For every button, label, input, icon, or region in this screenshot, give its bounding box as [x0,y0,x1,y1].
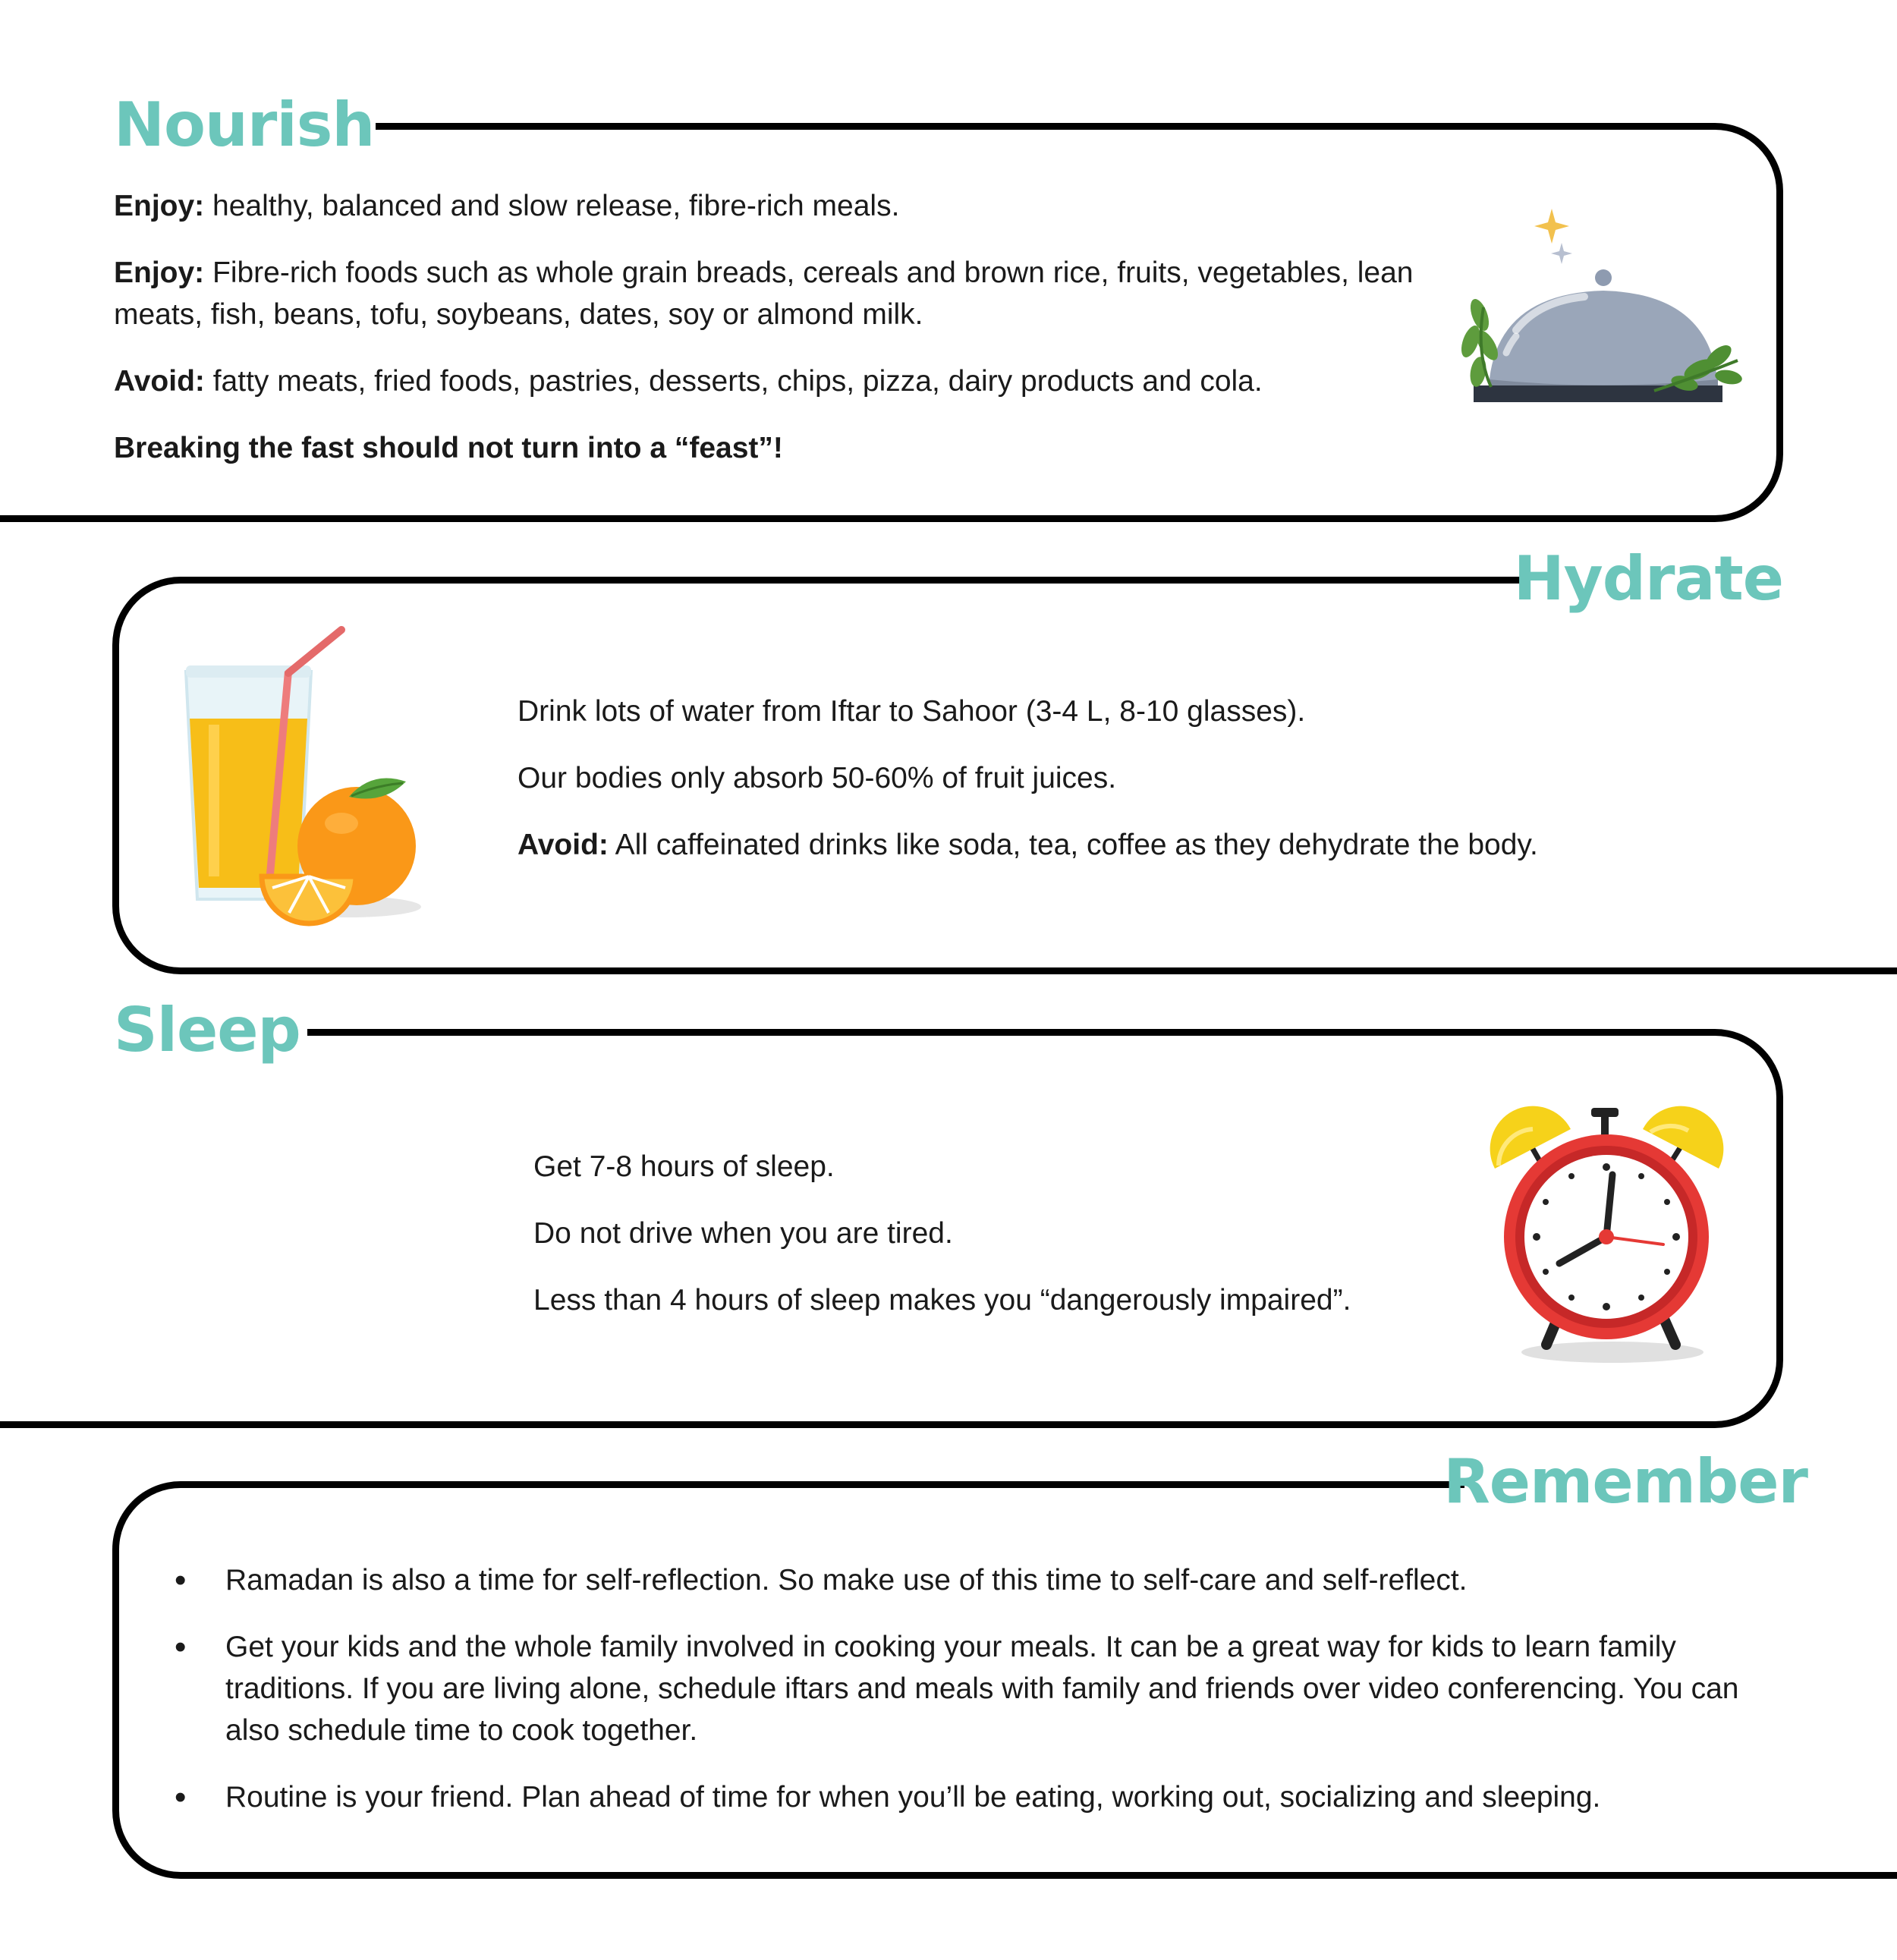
nourish-heading: Nourish [114,90,375,160]
remember-item: • Routine is your friend. Plan ahead of time for when you’ll be eating, working out, socializing and sleeping. [114,1776,1760,1818]
remember-list [114,1559,1760,1843]
nourish-item: Enjoy: healthy, balanced and slow release, fibre-rich meals. [114,190,900,222]
sleep-item: Do not drive when you are tired. [533,1217,953,1250]
hydrate-content [518,691,1807,891]
nourish-item: Avoid: fatty meats, fried foods, pastries, desserts, chips, pizza, dairy products and cola. [114,365,1263,398]
sleep-item: Get 7-8 hours of sleep. [533,1150,835,1183]
nourish-content [114,185,1480,494]
sleep-item: Less than 4 hours of sleep makes you “dangerously impaired”. [533,1284,1351,1317]
nourish-item: Enjoy: Fibre-rich foods such as whole grain breads, cereals and brown rice, fruits, vegetables, lean meats, fish, beans, tofu, soybeans, dates, soy or almond milk. [114,256,1414,331]
sleep-heading: Sleep [114,995,300,1065]
serving-cloche-icon [1457,201,1745,414]
alarm-clock-icon [1487,1093,1730,1366]
nourish-emphasis: Breaking the fast should not turn into a “feast”! [114,432,783,464]
remember-item: • Get your kids and the whole family involved in cooking your meals. It can be a great way for kids to learn family traditions. If you are living alone, schedule iftars and meals with family and friends over video conferencing. You can also schedule time to cook together. [114,1626,1760,1751]
remember-heading: Remember [1443,1446,1807,1517]
hydrate-item: Our bodies only absorb 50-60% of fruit juices. [518,762,1117,794]
hydrate-heading: Hydrate [1513,543,1783,614]
orange-juice-icon [178,626,429,930]
hydrate-item: Avoid: All caffeinated drinks like soda, tea, coffee as they dehydrate the body. [518,829,1538,861]
remember-item: • Ramadan is also a time for self-reflection. So make use of this time to self-care and self-reflect. [114,1559,1760,1601]
hydrate-item: Drink lots of water from Iftar to Sahoor (3-4 L, 8-10 glasses). [518,695,1306,728]
sleep-content [533,1146,1444,1346]
